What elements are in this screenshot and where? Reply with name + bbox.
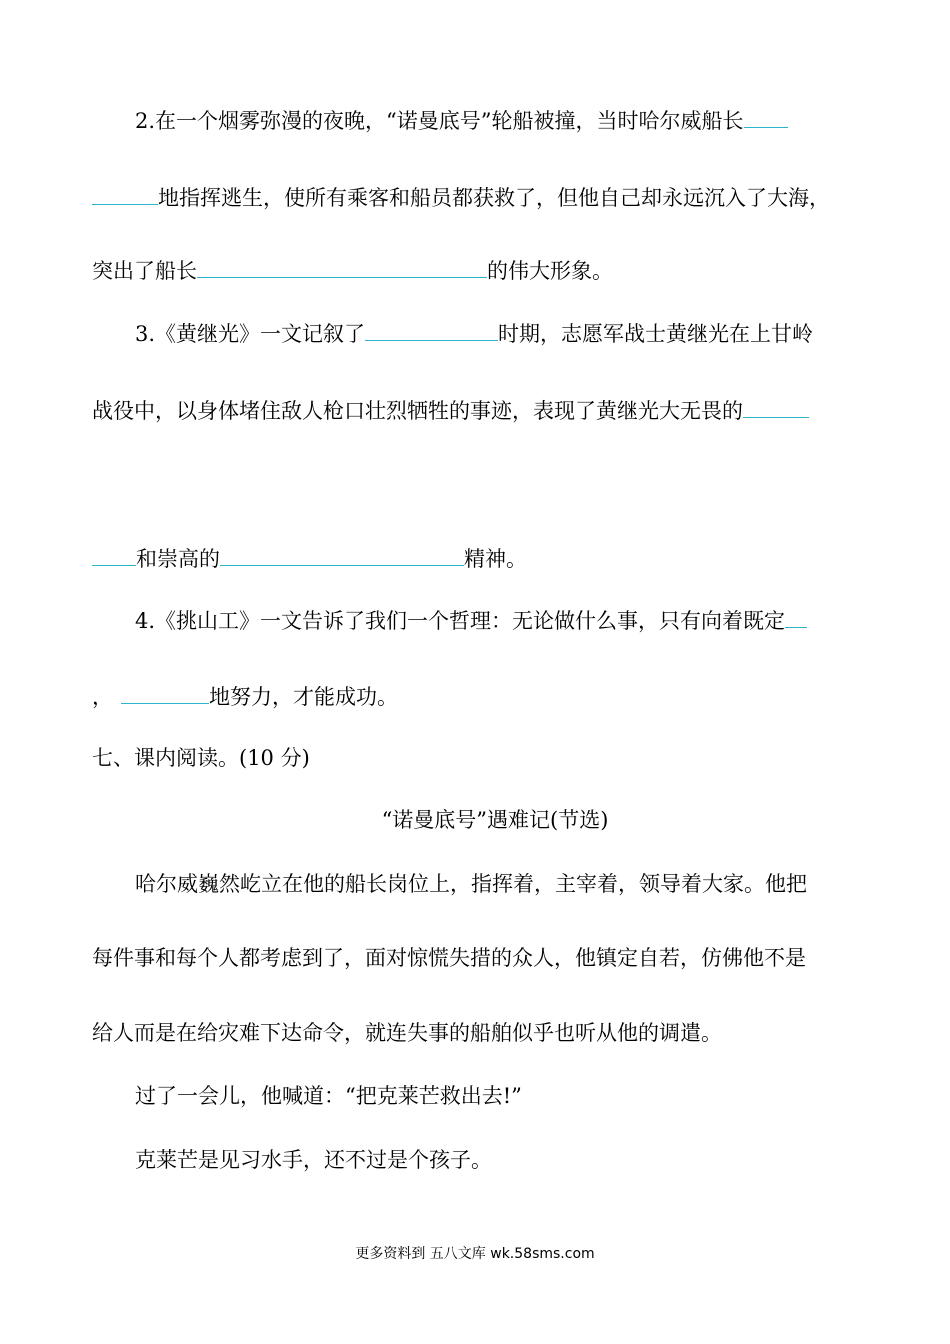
q4-blank-2[interactable] [121, 681, 209, 704]
q2-blank-1[interactable] [744, 105, 788, 128]
q3-text-1b: 时期，志愿军战士黄继光在上甘岭 [498, 322, 814, 346]
passage-para1-line3: 给人而是在给灾难下达命令，就连失事的船舶似乎也听从他的调遣。 [92, 1021, 722, 1045]
q4-line-1 [135, 605, 807, 636]
q3-blank-2-cont[interactable] [92, 543, 136, 566]
section-heading: 七、课内阅读。(10 分) [92, 746, 310, 770]
q2-blank-1-cont[interactable] [92, 182, 158, 205]
q2-text-3b: 的伟大形象。 [487, 259, 613, 283]
q2-line-2 [92, 182, 830, 213]
q4-text-2a: ， [92, 685, 113, 709]
passage-title: “诺曼底号”遇难记(节选) [381, 808, 609, 832]
q2-text-3a: 突出了船长 [92, 259, 197, 283]
q3-line-1 [135, 318, 813, 349]
q2-line-3 [92, 255, 613, 286]
q3-text-1a: 3.《黄继光》一文记叙了 [135, 322, 366, 346]
q4-text-1: 4.《挑山工》一文告诉了我们一个哲理：无论做什么事，只有向着既定 [135, 609, 786, 633]
q2-line-1 [135, 105, 788, 136]
q3-blank-3[interactable] [220, 543, 464, 566]
q3-text-3b: 精神。 [464, 547, 527, 571]
passage-para3: 克莱芒是见习水手，还不过是个孩子。 [135, 1148, 492, 1172]
q2-blank-2[interactable] [197, 255, 487, 278]
q4-text-2b: 地努力，才能成功。 [209, 685, 398, 709]
q4-line-2 [92, 681, 398, 712]
passage-para1-line2: 每件事和每个人都考虑到了，面对惊慌失措的众人，他镇定自若，仿佛他不是 [92, 946, 806, 970]
q3-blank-1[interactable] [365, 318, 498, 341]
q3-line-2 [92, 395, 809, 426]
q2-text-2: 地指挥逃生，使所有乘客和船员都获救了，但他自己却永远沉入了大海， [158, 186, 830, 210]
q3-line-3 [92, 543, 527, 574]
q3-blank-2[interactable] [743, 395, 809, 418]
q2-text-1: 2.在一个烟雾弥漫的夜晚，“诺曼底号”轮船被撞，当时哈尔威船长 [135, 109, 744, 133]
q3-text-2: 战役中，以身体堵住敌人枪口壮烈牺牲的事迹，表现了黄继光大无畏的 [92, 399, 743, 423]
passage-para2: 过了一会儿，他喊道：“把克莱芒救出去!” [135, 1084, 522, 1108]
footer-link[interactable]: 更多资料到 五八文库 wk.58sms.com [355, 1246, 595, 1262]
q3-text-3a: 和崇高的 [136, 547, 220, 571]
passage-para1-line1: 哈尔威巍然屹立在他的船长岗位上，指挥着，主宰着，领导着大家。他把 [135, 872, 807, 896]
q4-blank-1[interactable] [785, 605, 807, 628]
